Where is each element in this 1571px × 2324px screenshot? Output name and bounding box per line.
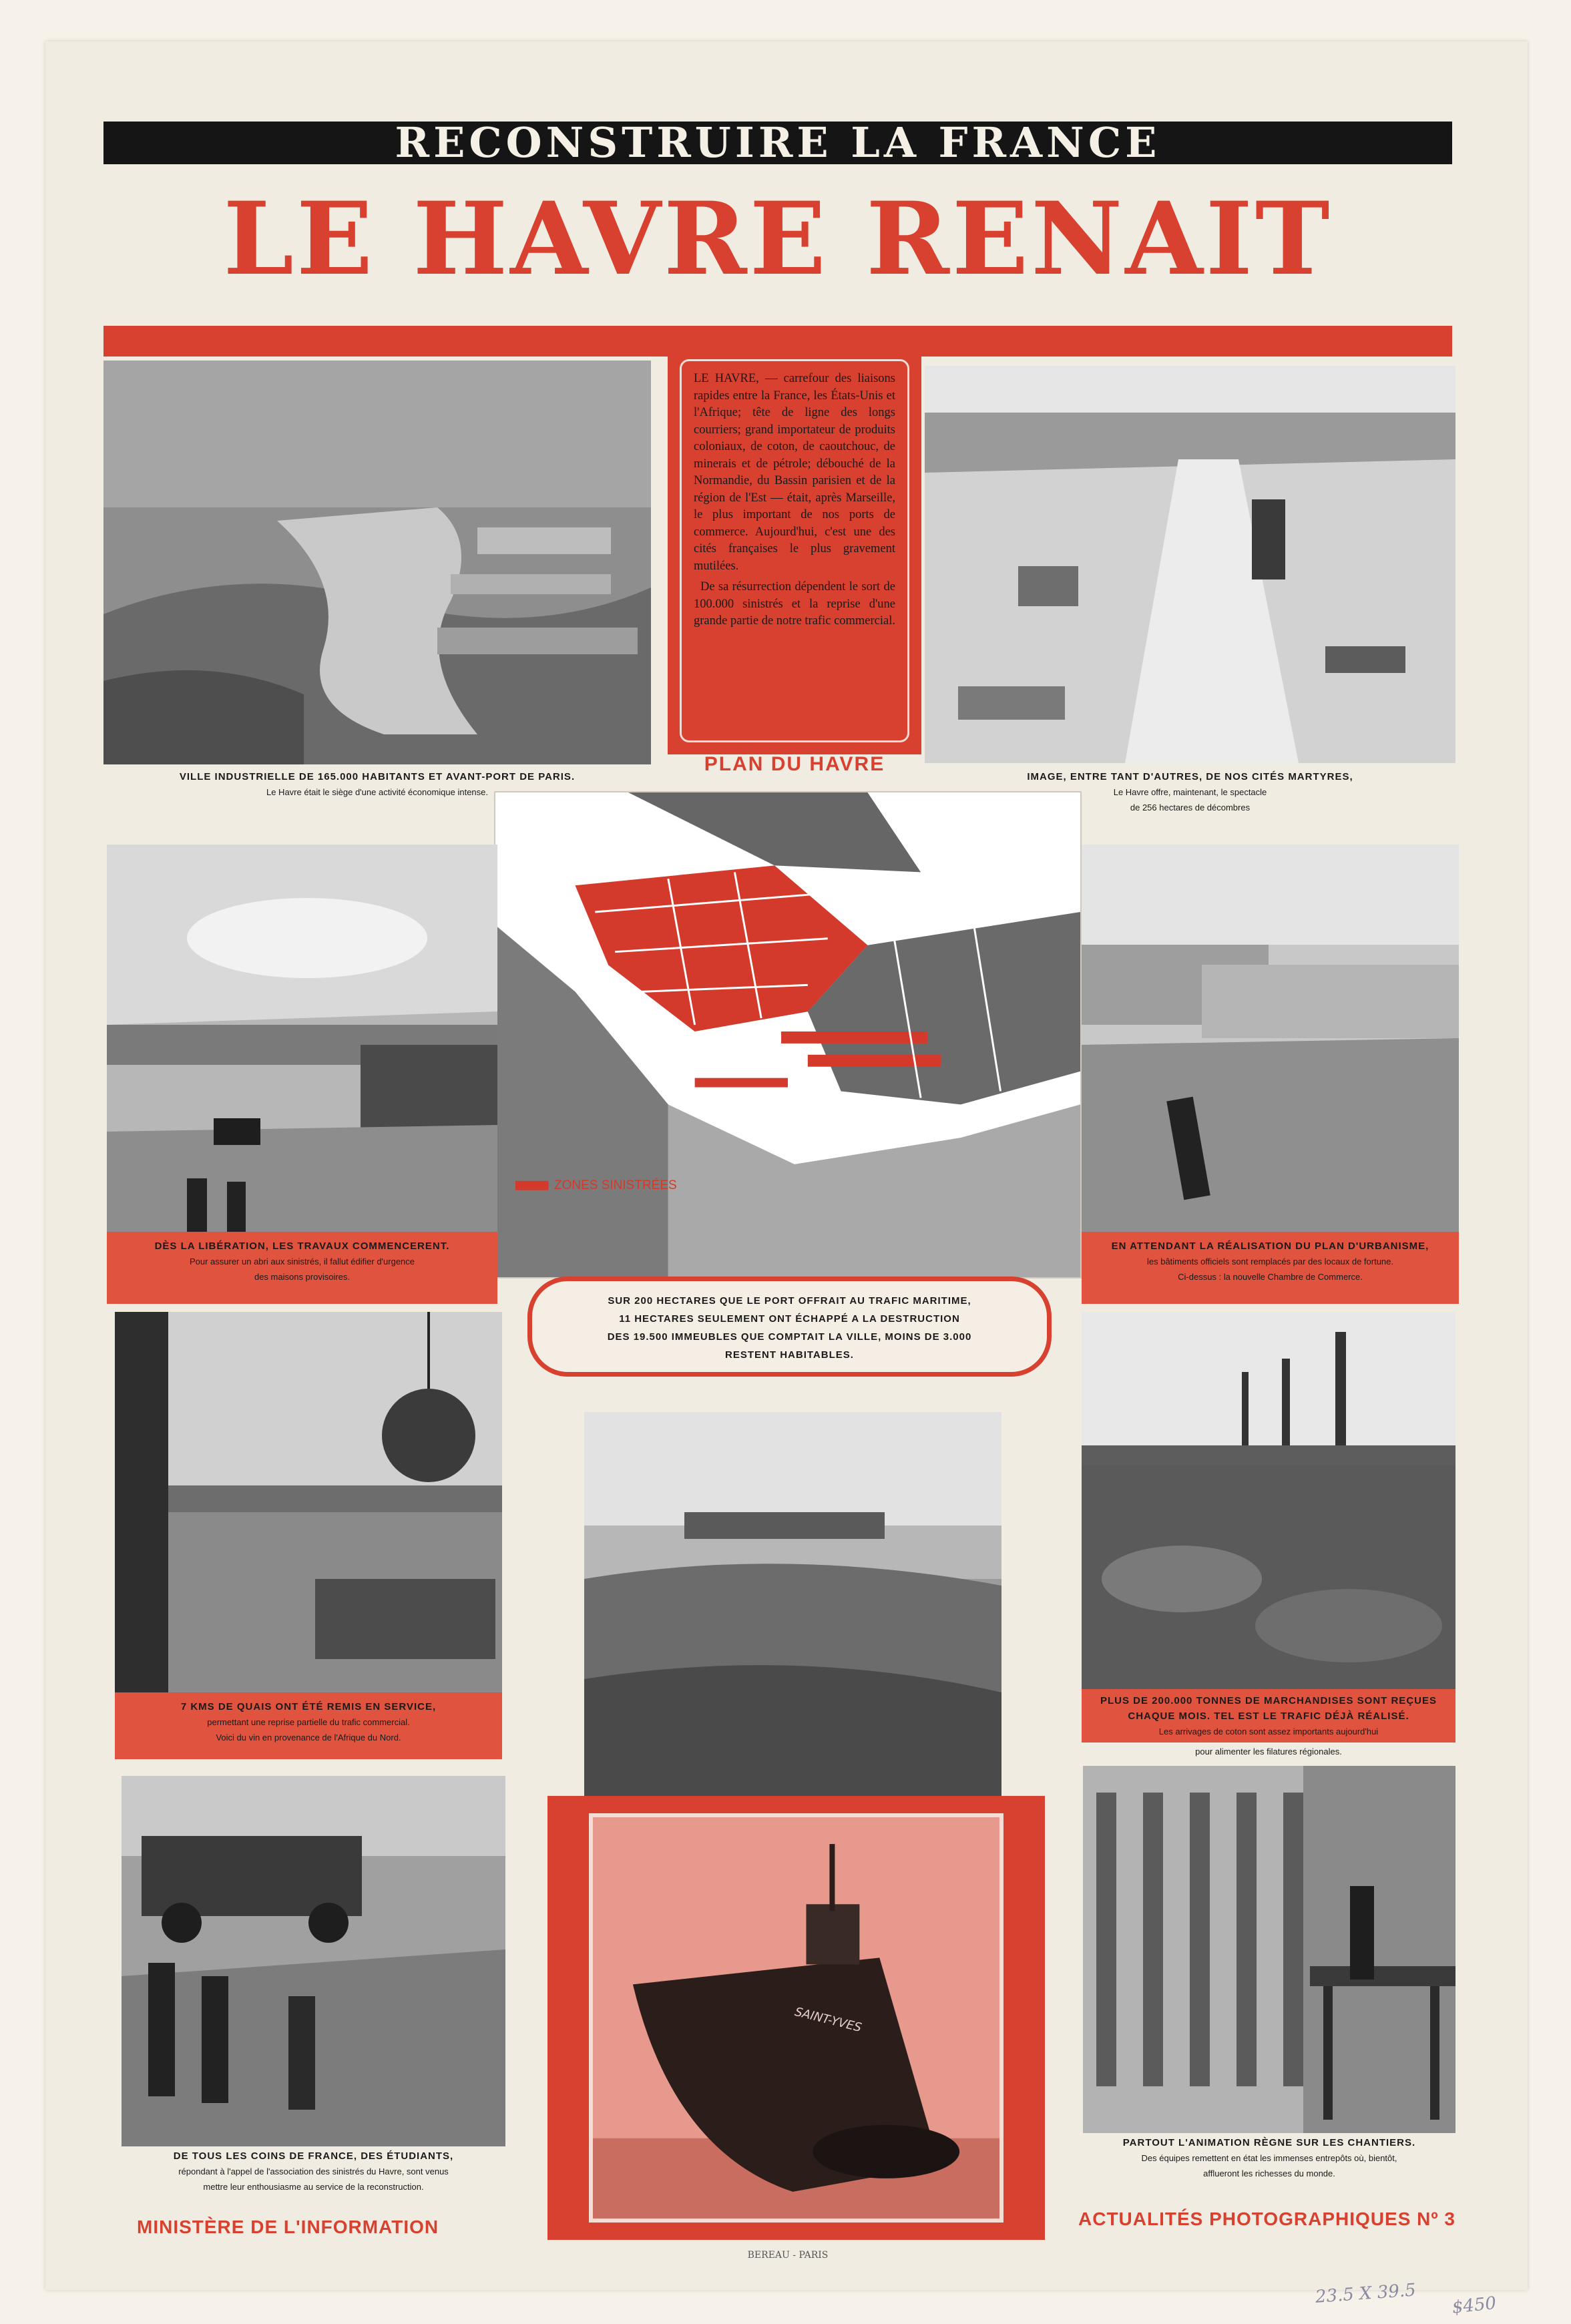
intro-text-box xyxy=(668,347,921,754)
caption-goods xyxy=(1082,1689,1455,1742)
caption-goods-sub2: pour alimenter les filatures régionales. xyxy=(1195,1747,1342,1757)
caption-chamber-title: EN ATTENDANT LA RÉALISATION DU PLAN D'URBANISME, xyxy=(1111,1240,1429,1252)
caption-sites xyxy=(1083,2135,1455,2186)
dock-cargo-photo xyxy=(1082,1312,1455,1689)
caption-sites-title: PARTOUT L'ANIMATION RÈGNE SUR LES CHANTIERS. xyxy=(1122,2137,1416,2148)
statistics-box xyxy=(527,1276,1052,1377)
aerial-port-photo xyxy=(103,361,651,764)
caption-chamber-sub1: les bâtiments officiels sont remplacés par des locaux de fortune. xyxy=(1146,1256,1393,1266)
caption-ruins-sub1: Le Havre offre, maintenant, le spectacle xyxy=(1113,787,1267,797)
caption-aerial-sub: Le Havre était le siège d'une activité économique intense. xyxy=(266,787,489,797)
caption-sites-sub1: Des équipes remettent en état les immenses entrepôts où, bientôt, xyxy=(1141,2153,1397,2163)
poster-title: LE HAVRE RENAIT xyxy=(223,180,1333,298)
pencil-size-note: 23.5 X 39.5 xyxy=(1315,2280,1417,2307)
caption-chamber xyxy=(1082,1232,1459,1304)
kicker-banner: RECONSTRUIRE LA FRANCE xyxy=(103,122,1452,164)
caption-quays-sub2: Voici du vin en provenance de l'Afrique du Nord. xyxy=(216,1732,401,1742)
warehouse-worksite-photo xyxy=(1083,1766,1455,2133)
ship-photo-frame xyxy=(547,1796,1045,2240)
ship-name-label: SAINT-YVES xyxy=(793,2005,863,2036)
footer-ministry: MINISTÈRE DE L'INFORMATION xyxy=(137,2217,439,2237)
caption-students xyxy=(122,2148,505,2199)
caption-students-sub1: répondant à l'appel de l'association des sinistrés du Havre, sont venus xyxy=(178,2166,449,2176)
intro-paragraph-2: De sa résurrection dépendent le sort de 100.000 sinistrés et la reprise d'une grande partie de notre trafic commercial. xyxy=(694,580,896,628)
footer-series: ACTUALITÉS PHOTOGRAPHIQUES Nº 3 xyxy=(1078,2209,1455,2229)
caption-goods-title-2: CHAQUE MOIS. TEL EST LE TRAFIC DÉJÀ RÉALISÉ. xyxy=(1128,1710,1409,1722)
quays-crane-photo xyxy=(115,1312,502,1692)
caption-liberation-title: DÈS LA LIBÉRATION, LES TRAVAUX COMMENCERENT. xyxy=(154,1240,450,1252)
caption-quays-title: 7 KMS DE QUAIS ONT ÉTÉ REMIS EN SERVICE, xyxy=(180,1701,437,1712)
caption-goods-title: PLUS DE 200.000 TONNES DE MARCHANDISES SONT REÇUES xyxy=(1100,1695,1437,1706)
caption-liberation-sub2: des maisons provisoires. xyxy=(254,1272,351,1282)
chamber-of-commerce-photo xyxy=(1082,845,1459,1232)
stat-line-1: SUR 200 HECTARES QUE LE PORT OFFRAIT AU TRAFIC MARITIME, xyxy=(608,1295,971,1307)
students-digging-photo xyxy=(122,1776,505,2146)
caption-chamber-sub2: Ci-dessus : la nouvelle Chambre de Commerce. xyxy=(1178,1272,1363,1282)
liberation-street-photo xyxy=(107,845,497,1232)
harbour-rubble-photo xyxy=(584,1412,1001,1813)
map-legend-label: ZONES SINISTRÉES xyxy=(554,1178,677,1192)
pencil-price-note: $450 xyxy=(1451,2293,1498,2318)
ship-saint-yves-photo xyxy=(589,1813,1003,2223)
stat-line-2: 11 HECTARES SEULEMENT ONT ÉCHAPPÉ A LA DESTRUCTION xyxy=(619,1313,960,1325)
ruins-panorama-photo xyxy=(925,366,1455,763)
printer-credit: BEREAU - PARIS xyxy=(747,2250,829,2261)
caption-quays xyxy=(115,1692,502,1759)
caption-goods-continued xyxy=(1082,1744,1455,1763)
caption-liberation xyxy=(107,1232,497,1304)
caption-goods-sub1: Les arrivages de coton sont assez importants aujourd'hui xyxy=(1158,1726,1379,1736)
intro-paragraph-1: LE HAVRE, — carrefour des liaisons rapides entre la France, les États-Unis et l'Afrique; tête de ligne des longs courriers; grand importateur de produits coloniaux, de coton, de caoutchouc, de minerais et de pétrole; débouché de la Normandie, du Bassin parisien et de la région de l'Est — était, après Marseille, le plus important de nos ports de commerce. Aujourd'hui, c'est une des cités françaises le plus gravement mutilées. xyxy=(694,372,895,573)
caption-sites-sub2: afflueront les richesses du monde. xyxy=(1203,2168,1335,2178)
caption-aerial-title: VILLE INDUSTRIELLE DE 165.000 HABITANTS ET AVANT-PORT DE PARIS. xyxy=(179,771,576,782)
stat-line-4: RESTENT HABITABLES. xyxy=(725,1349,854,1361)
caption-liberation-sub1: Pour assurer un abri aux sinistrés, il fallut édifier d'urgence xyxy=(189,1256,415,1266)
caption-students-sub2: mettre leur enthousiasme au service de la reconstruction. xyxy=(203,2182,424,2192)
caption-students-title: DE TOUS LES COINS DE FRANCE, DES ÉTUDIANTS, xyxy=(173,2150,454,2162)
caption-ruins-sub2: de 256 hectares de décombres xyxy=(1130,802,1251,812)
stat-line-3: DES 19.500 IMMEUBLES QUE COMPTAIT LA VILLE, MOINS DE 3.000 xyxy=(607,1331,972,1343)
caption-ruins-title: IMAGE, ENTRE TANT D'AUTRES, DE NOS CITÉS MARTYRES, xyxy=(1027,771,1353,782)
city-map xyxy=(494,791,1082,1279)
map-title: PLAN DU HAVRE xyxy=(704,753,885,775)
caption-quays-sub1: permettant une reprise partielle du trafic commercial. xyxy=(207,1717,410,1727)
